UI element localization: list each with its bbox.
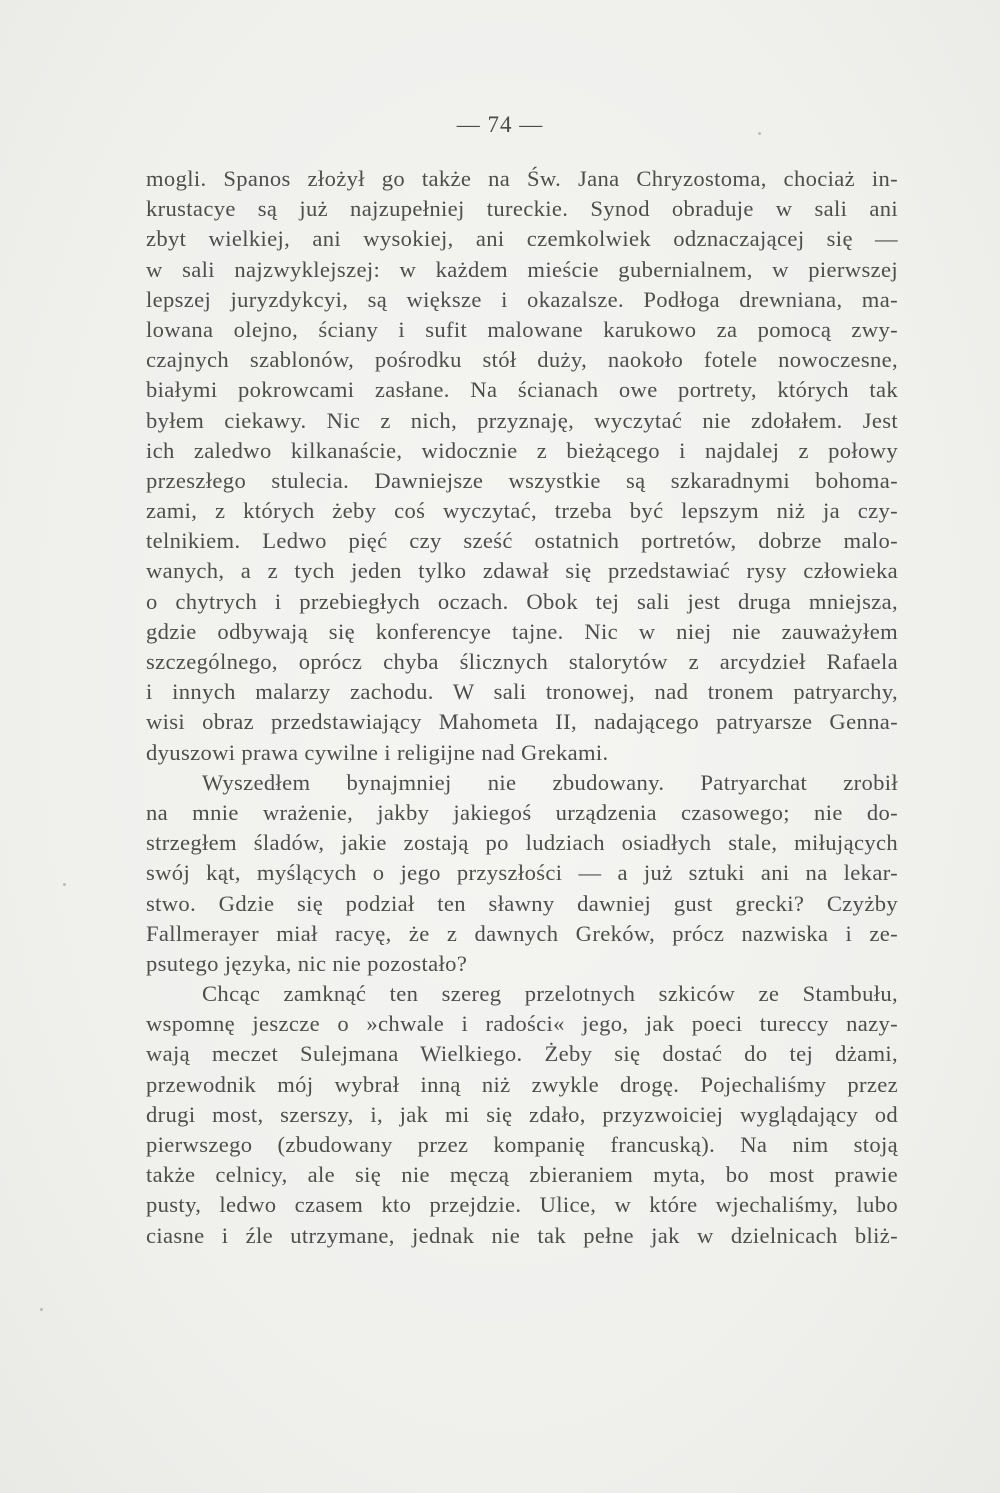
text-line: przewodnik mój wybrał inną niż zwykle drogę. Pojechaliśmy przez — [146, 1071, 898, 1097]
paper-speck — [40, 1308, 43, 1311]
text-line: wanych, a z tych jeden tylko zdawał się przedstawiać rysy człowieka — [146, 558, 898, 584]
text-line: Fallmerayer miał racyę, że z dawnych Greków, prócz nazwiska i ze- — [146, 920, 898, 946]
text-line: pusty, ledwo czasem kto przejdzie. Ulice, w które wjechaliśmy, lubo — [146, 1192, 898, 1218]
text-line: w sali najzwyklejszej: w każdem mieście gubernialnem, w pierwszej — [146, 256, 898, 282]
text-line: krustacye są już najzupełniej tureckie. Synod obraduje w sali ani — [146, 196, 898, 222]
text-line: lepszej juryzdykcyi, są większe i okazalsze. Podłoga drewniana, ma- — [146, 286, 898, 312]
page-number: — 74 — — [456, 112, 544, 137]
text-line: mogli. Spanos złożył go także na Św. Jana Chryzostoma, chociaż in- — [146, 166, 898, 191]
text-line: białymi pokrowcami zasłane. Na ścianach owe portrety, których tak — [146, 377, 898, 403]
paragraph-3 — [146, 979, 898, 1251]
text-line: wspomnę jeszcze o »chwale i radości« jego, jak poeci tureccy nazy- — [146, 1011, 898, 1037]
text-line: wają meczet Sulejmana Wielkiego. Żeby się dostać do tej dżami, — [146, 1041, 898, 1067]
text-line: gdzie odbywają się konferencye tajne. Nic w niej nie zauważyłem — [146, 618, 898, 644]
text-line: na mnie wrażenie, jakby jakiegoś urządzenia czasowego; nie do- — [146, 799, 898, 825]
text-line: stwo. Gdzie się podział ten sławny dawniej gust grecki? Czyżby — [146, 890, 898, 916]
text-line: drugi most, szerszy, i, jak mi się zdało, przyzwoiciej wyglądający od — [146, 1101, 898, 1127]
paper-speck — [63, 883, 66, 886]
text-line: przeszłego stulecia. Dawniejsze wszystkie są szkaradnymi bohoma- — [146, 467, 898, 493]
text-line: ich zaledwo kilkanaście, widocznie z bieżącego i najdalej z połowy — [146, 437, 898, 463]
text-line: także celnicy, ale się nie męczą zbieraniem myta, bo most prawie — [146, 1162, 898, 1188]
text-line: zbyt wielkiej, ani wysokiej, ani czemkolwiek odznaczającej się — — [146, 226, 898, 252]
text-line: telnikiem. Ledwo pięć czy sześć ostatnich portretów, dobrze malo- — [146, 528, 898, 554]
text-line: zami, z których żeby coś wyczytać, trzeba być lepszym niż ja czy- — [146, 498, 898, 524]
text-line: szczególnego, oprócz chyba ślicznych stalorytów z arcydzieł Rafaela — [146, 649, 898, 674]
text-line: pierwszego (zbudowany przez kompanię francuską). Na nim stoją — [146, 1132, 898, 1157]
text-line: wisi obraz przedstawiający Mahometa II, nadającego patryarsze Genna- — [146, 709, 898, 735]
paragraph-2 — [146, 768, 898, 979]
body-text — [146, 164, 898, 1251]
text-line: i innych malarzy zachodu. W sali tronowej, nad tronem patryarchy, — [146, 679, 898, 705]
paper-speck — [758, 132, 761, 135]
text-line: czajnych szablonów, pośrodku stół duży, naokoło fotele nowoczesne, — [146, 347, 898, 373]
text-line: dyuszowi prawa cywilne i religijne nad Grekami. — [146, 739, 609, 765]
text-line: lowana olejno, ściany i sufit malowane karukowo za pomocą zwy- — [146, 316, 898, 342]
text-line: psutego języka, nic nie pozostało? — [146, 950, 468, 976]
text-line: strzegłem śladów, jakie zostają po ludziach osiadłych stale, miłujących — [146, 830, 898, 856]
text-line: Wyszedłem bynajmniej nie zbudowany. Patryarchat zrobił — [202, 769, 898, 795]
text-line: byłem ciekawy. Nic z nich, przyznaję, wyczytać nie zdołałem. Jest — [146, 407, 898, 433]
text-line: Chcąc zamknąć ten szereg przelotnych szkiców ze Stambułu, — [202, 981, 898, 1007]
paragraph-1 — [146, 164, 898, 768]
text-line: ciasne i źle utrzymane, jednak nie tak pełne jak w dzielnicach bliż- — [146, 1222, 898, 1248]
text-line: swój kąt, myślących o jego przyszłości — a już sztuki ani na lekar- — [146, 860, 898, 886]
text-line: o chytrych i przebiegłych oczach. Obok tej sali jest druga mniejsza, — [146, 588, 898, 614]
